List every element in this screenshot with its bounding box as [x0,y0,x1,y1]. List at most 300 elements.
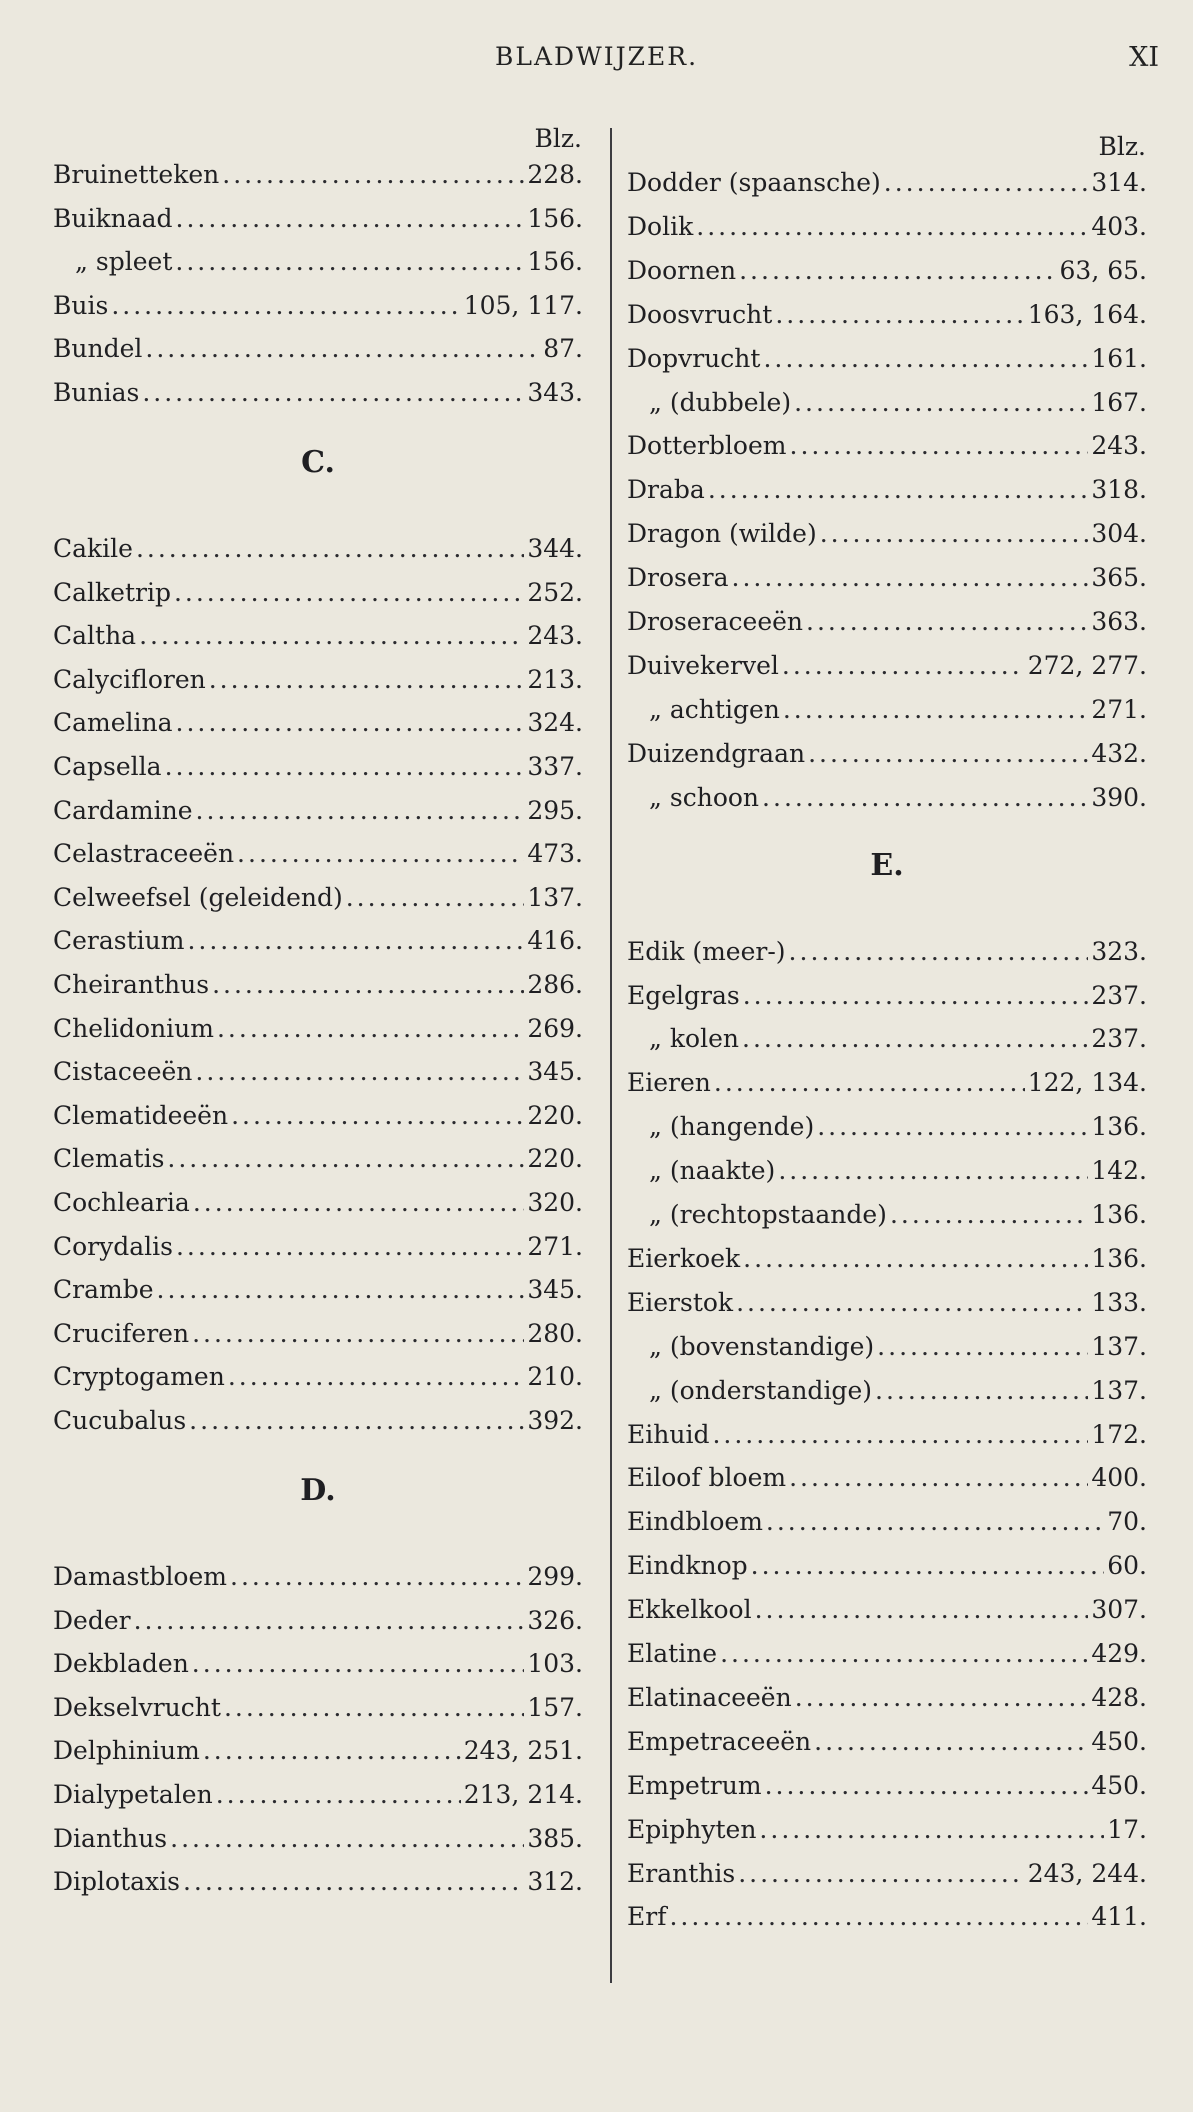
index-entry [53,200,583,238]
index-entry [53,879,583,917]
index-entry [53,1689,583,1727]
dot-leader [783,691,1088,729]
page-reference: 314. [1091,168,1147,197]
index-entry [53,748,583,786]
index-term: Empetraceeën [627,1726,812,1756]
dot-leader [209,661,525,699]
dot-leader [217,1010,524,1048]
index-entry [53,1602,583,1640]
dot-leader [739,252,1056,290]
index-entry [53,966,583,1004]
dot-leader [743,977,1089,1015]
index-entry [53,835,583,873]
dot-leader [170,1820,524,1858]
dot-leader [877,1328,1088,1366]
dot-leader [759,1811,1104,1849]
page-reference: 337. [527,752,583,781]
index-term: Clematideeën [53,1100,229,1130]
dot-leader [224,1689,524,1727]
page-reference: 63, 65. [1059,255,1147,285]
index-entry [627,1196,1147,1234]
index-term: Dodder (spaansche) [627,168,881,197]
index-entry [627,1064,1147,1102]
section-letter: C. [301,445,335,480]
page-reference: 70. [1107,1507,1147,1537]
index-entry [627,1767,1147,1805]
dot-leader [193,1184,524,1222]
page-reference: 167. [1091,387,1147,417]
index-term: Corydalis [53,1231,173,1261]
index-term: Damastbloem [53,1562,227,1591]
index-term: Celweefsel (geleidend) [53,882,343,912]
page-reference: 450. [1091,1726,1147,1756]
page-reference: 416. [527,926,583,956]
index-entry [53,661,583,699]
dot-leader [820,515,1089,553]
page-reference: 344. [527,534,583,563]
page-number: XI [1129,42,1159,73]
index-entry [627,735,1147,773]
index-term: Empetrum [627,1770,762,1800]
dot-leader [192,1315,524,1353]
dot-leader [165,748,525,786]
dot-leader [195,1053,524,1091]
index-entry [627,1855,1147,1893]
dot-leader [167,1140,524,1178]
page-reference: 272, 277. [1027,650,1147,680]
page-reference: 136. [1091,1200,1147,1229]
index-entry [627,1284,1147,1322]
index-entry [53,330,583,368]
page-reference: 243, 251. [463,1736,583,1766]
page-reference: 136. [1091,1112,1147,1142]
index-entry [627,1240,1147,1278]
page-reference: 307. [1091,1595,1147,1625]
dot-leader [196,792,525,830]
section-letter: E. [870,847,904,883]
page-reference: 345. [527,1057,583,1087]
index-entry [53,374,583,412]
index-term: „ kolen [649,1024,739,1054]
index-term: Caltha [53,621,137,651]
index-entry [627,296,1147,334]
dot-leader [189,1402,524,1440]
index-entry [53,574,583,612]
page-reference: 473. [527,839,583,869]
dot-leader [346,879,525,917]
index-term: Edik (meer-) [627,936,786,966]
index-term: „ (onderstandige) [649,1375,872,1405]
dot-leader [176,1228,524,1266]
dot-leader [751,1547,1105,1585]
index-entry [53,530,583,568]
index-term: Doornen [627,255,737,285]
page-reference: 428. [1091,1682,1147,1712]
page-reference: 312. [527,1867,583,1897]
index-term: Eierkoek [627,1243,741,1273]
page-reference: 137. [527,882,583,912]
section-letter: D. [300,1473,336,1508]
index-term: „ spleet [75,247,173,277]
index-entry [53,1184,583,1222]
index-term: Buiknaad [53,203,173,233]
page-reference: 318. [1091,475,1147,505]
index-term: Deder [53,1605,131,1635]
page-reference: 269. [527,1013,583,1043]
index-term: Eranthis [627,1858,736,1888]
page-reference: 17. [1107,1814,1147,1844]
dot-leader [203,1732,461,1770]
page-reference: 390. [1091,782,1147,812]
index-entry [53,1645,583,1683]
index-entry [53,243,583,281]
index-term: Delphinium [53,1736,200,1766]
index-term: „ achtigen [649,694,780,724]
index-term: „ (naakte) [649,1156,776,1186]
page-reference: 237. [1091,1024,1147,1054]
dot-leader [775,296,1024,334]
index-entry [627,1372,1147,1410]
page-reference: 252. [527,577,583,607]
blz-header: Blz. [1098,132,1146,161]
index-term: Draba [627,475,705,505]
index-entry [53,1863,583,1901]
index-term: Diplotaxis [53,1867,180,1897]
page-reference: 363. [1091,607,1147,636]
index-term: Celastraceeën [53,839,235,869]
page-reference: 326. [527,1605,583,1635]
index-term: Eierstok [627,1287,734,1317]
dot-leader [187,922,524,960]
index-entry [627,603,1147,641]
dot-leader [231,1097,524,1135]
page-reference: 286. [527,970,583,999]
page-reference: 271. [1091,694,1147,724]
page-reference: 60. [1107,1551,1147,1581]
page-reference: 343. [527,378,583,407]
page-reference: 450. [1091,1770,1147,1800]
dot-leader [762,779,1088,817]
blz-header: Blz. [534,124,582,153]
page-reference: 237. [1091,980,1147,1010]
page-reference: 400. [1091,1463,1147,1493]
page-reference: 429. [1091,1639,1147,1668]
page-reference: 172. [1091,1419,1147,1449]
index-entry [627,1459,1147,1497]
dot-leader [884,164,1089,202]
index-term: Droseraceeën [627,607,804,636]
index-entry [53,1358,583,1396]
dot-leader [145,330,540,368]
dot-leader [795,1679,1089,1717]
index-entry [627,1679,1147,1717]
dot-leader [192,1645,525,1683]
index-term: Buis [53,290,109,320]
index-entry [53,922,583,960]
dot-leader [890,1196,1088,1234]
index-entry [627,515,1147,553]
index-entry [627,1723,1147,1761]
index-term: Crambe [53,1275,154,1305]
index-term: Dianthus [53,1823,168,1853]
index-term: Bunias [53,378,140,407]
index-term: Cruciferen [53,1318,190,1348]
index-entry [627,427,1147,465]
page-reference: 213, 214. [463,1780,583,1809]
dot-leader [732,559,1089,597]
index-entry [53,1097,583,1135]
index-entry [53,1053,583,1091]
index-term: Capsella [53,752,162,781]
index-entry [627,208,1147,246]
index-entry [53,1776,583,1814]
index-term: Eieren [627,1068,711,1098]
index-term: Dragon (wilde) [627,519,817,549]
dot-leader [712,1416,1088,1454]
index-entry [627,164,1147,202]
page-reference: 156. [527,247,583,277]
dot-leader [794,384,1088,422]
dot-leader [175,243,524,281]
index-term: Ekkelkool [627,1595,752,1625]
page-reference: 243, 244. [1027,1858,1147,1888]
index-term: Bruinetteken [53,160,220,189]
dot-leader [228,1358,525,1396]
index-entry [53,1820,583,1858]
index-entry [53,1558,583,1596]
index-entry [627,1328,1147,1366]
dot-leader [766,1503,1104,1541]
index-entry [627,1020,1147,1058]
page-reference: 210. [527,1362,583,1392]
index-term: Drosera [627,563,729,593]
dot-leader [778,1152,1088,1190]
page-reference: 323. [1091,936,1147,966]
index-term: Doosvrucht [627,299,773,329]
index-entry [627,779,1147,817]
page-reference: 137. [1091,1375,1147,1405]
dot-leader [789,1459,1088,1497]
index-entry [627,933,1147,971]
index-term: Duivekervel [627,650,779,680]
index-term: Eihuid [627,1419,710,1449]
index-term: Cryptogamen [53,1362,225,1392]
dot-leader [174,574,524,612]
index-entry [627,252,1147,290]
dot-leader [222,156,524,194]
index-entry [53,1402,583,1440]
index-entry [53,1315,583,1353]
dot-leader [782,647,1025,685]
index-term: Cerastium [53,926,185,956]
page-reference: 295. [527,795,583,825]
dot-leader [230,1558,524,1596]
index-term: Egelgras [627,980,740,1010]
index-term: Calketrip [53,577,171,607]
dot-leader [790,427,1089,465]
page-reference: 142. [1091,1156,1147,1186]
dot-leader [808,735,1088,773]
index-term: Elatinaceeën [627,1682,792,1712]
page-reference: 385. [527,1823,583,1853]
dot-leader [806,603,1088,641]
dot-leader [111,287,460,325]
page-reference: 392. [527,1406,583,1435]
index-term: Bundel [53,334,143,364]
index-term: Elatine [627,1639,718,1668]
dot-leader [714,1064,1025,1102]
index-term: „ (bovenstandige) [649,1331,875,1361]
dot-leader [176,200,525,238]
dot-leader [216,1776,461,1814]
page-reference: 157. [527,1692,583,1722]
page-reference: 220. [527,1144,583,1174]
page-reference: 299. [527,1562,583,1591]
page-reference: 122, 134. [1027,1068,1147,1098]
page-reference: 280. [527,1318,583,1348]
dot-leader [738,1855,1025,1893]
index-term: Dekbladen [53,1649,189,1679]
index-term: „ (hangende) [649,1112,815,1142]
index-term: Dolik [627,211,694,241]
index-term: Cheiranthus [53,970,210,999]
index-entry [627,1898,1147,1936]
dot-leader [136,530,524,568]
page-reference: 432. [1091,738,1147,768]
index-entry [627,1635,1147,1673]
index-term: Erf [627,1902,667,1932]
index-term: Eindknop [627,1551,748,1581]
dot-leader [176,704,525,742]
page-reference: 213. [527,664,583,694]
index-entry [627,1108,1147,1146]
page-reference: 161. [1091,343,1147,373]
page-reference: 136. [1091,1243,1147,1273]
dot-leader [817,1108,1088,1146]
dot-leader [142,374,524,412]
index-entry [627,384,1147,422]
index-term: Dialypetalen [53,1780,213,1809]
index-entry [53,792,583,830]
index-entry [627,559,1147,597]
dot-leader [755,1591,1089,1629]
dot-leader [742,1020,1088,1058]
index-entry [627,340,1147,378]
index-term: Eiloof bloem [627,1463,787,1493]
page-reference: 304. [1091,519,1147,549]
dot-leader [763,340,1088,378]
index-entry [627,977,1147,1015]
dot-leader [814,1723,1088,1761]
index-entry [53,1732,583,1770]
dot-leader [696,208,1088,246]
page-reference: 228. [527,160,583,189]
index-entry [627,691,1147,729]
index-entry [627,471,1147,509]
index-term: „ (dubbele) [649,387,792,417]
dot-leader [720,1635,1088,1673]
dot-leader [212,966,524,1004]
index-entry [53,287,583,325]
index-term: Cardamine [53,795,193,825]
index-entry [627,1152,1147,1190]
page-reference: 320. [527,1188,583,1217]
dot-leader [237,835,524,873]
dot-leader [765,1767,1089,1805]
page-reference: 103. [527,1649,583,1679]
dot-leader [157,1271,525,1309]
index-term: Camelina [53,708,173,738]
index-entry [627,1503,1147,1541]
index-term: Calycifloren [53,664,206,694]
index-term: Dotterbloem [627,431,787,461]
index-term: Duizendgraan [627,738,806,768]
index-term: Eindbloem [627,1507,763,1537]
index-entry [53,1228,583,1266]
page-reference: 243. [527,621,583,651]
index-entry [627,1547,1147,1585]
index-term: Chelidonium [53,1013,214,1043]
dot-leader [743,1240,1088,1278]
index-entry [53,1010,583,1048]
dot-leader [708,471,1089,509]
page-reference: 220. [527,1100,583,1130]
page-header-title: BLADWIJZER. [494,42,699,71]
index-entry [627,1811,1147,1849]
index-term: Clematis [53,1144,165,1174]
page-reference: 403. [1091,211,1147,241]
page-reference: 411. [1091,1902,1147,1932]
index-term: „ (rechtopstaande) [649,1200,887,1229]
page-reference: 365. [1091,563,1147,593]
index-term: „ schoon [649,782,760,812]
dot-leader [134,1602,525,1640]
page-reference: 345. [527,1275,583,1305]
dot-leader [789,933,1089,971]
page-reference: 163, 164. [1027,299,1147,329]
index-entry [53,617,583,655]
index-entry [53,704,583,742]
index-term: Cucubalus [53,1406,187,1435]
index-term: Cochlearia [53,1188,190,1217]
page-reference: 271. [527,1231,583,1261]
index-entry [627,1591,1147,1629]
index-term: Dopvrucht [627,343,761,373]
dot-leader [183,1863,524,1901]
page-reference: 105, 117. [463,290,583,320]
index-entry [627,647,1147,685]
index-entry [627,1416,1147,1454]
page-reference: 324. [527,708,583,738]
dot-leader [875,1372,1088,1410]
index-entry [53,1271,583,1309]
index-term: Epiphyten [627,1814,757,1844]
index-entry [53,156,583,194]
page-reference: 87. [543,334,583,364]
index-term: Cakile [53,534,133,563]
dot-leader [669,1898,1088,1936]
page-reference: 243. [1091,431,1147,461]
page-reference: 156. [527,203,583,233]
index-entry [53,1140,583,1178]
dot-leader [736,1284,1088,1322]
index-term: Dekselvrucht [53,1692,221,1722]
column-divider [610,128,612,1983]
index-term: Cistaceeën [53,1057,193,1087]
page-reference: 133. [1091,1287,1147,1317]
page-reference: 137. [1091,1331,1147,1361]
dot-leader [139,617,524,655]
